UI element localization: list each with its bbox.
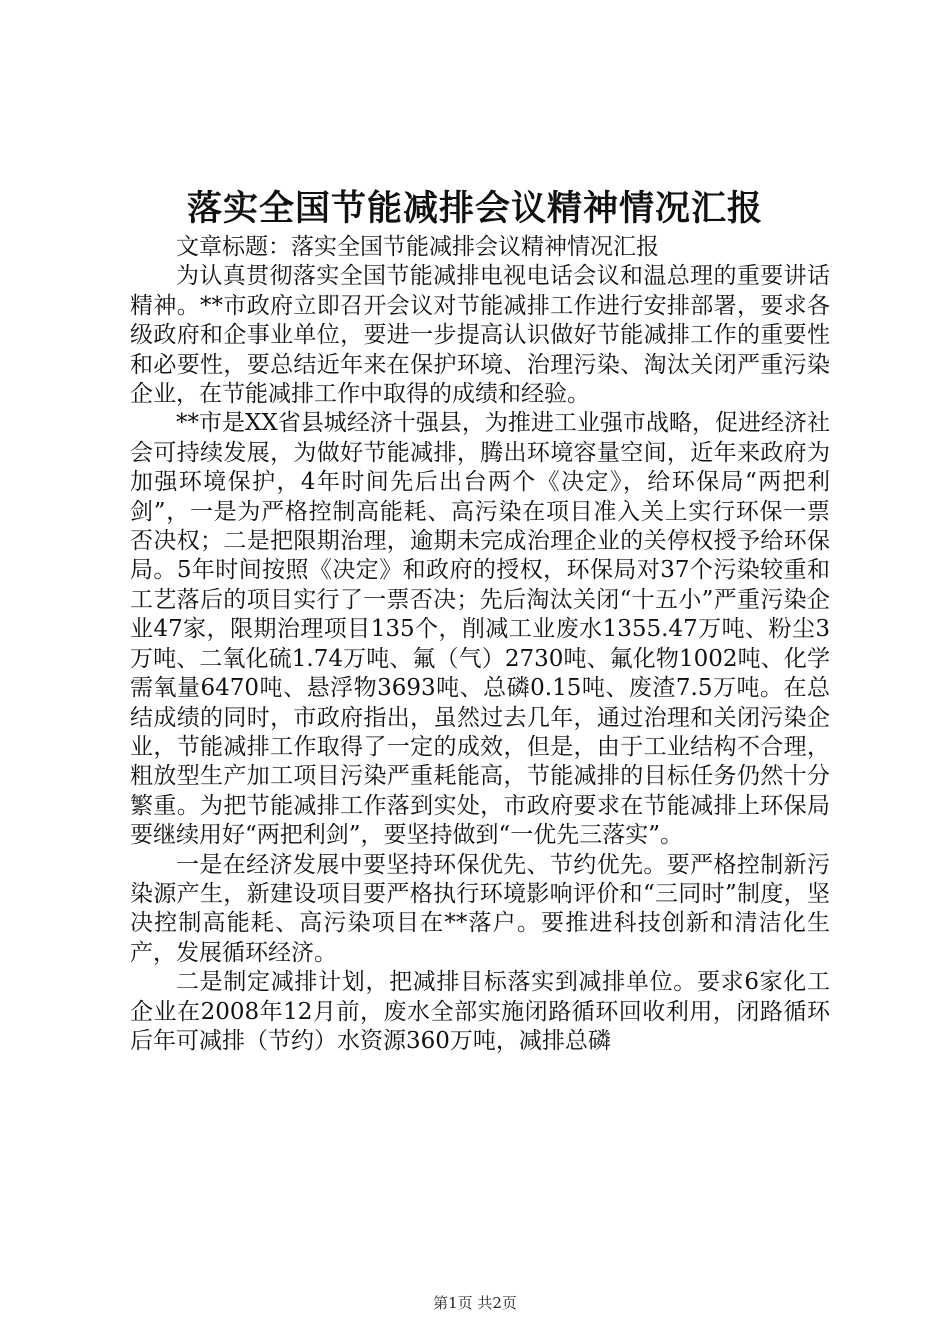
- paragraph-point-two: 二是制定减排计划，把减排目标落实到减排单位。要求6家化工企业在2008年12月前，废水全部实施闭路循环回收利用，闭路循环后年可减排（节约）水资源360万吨，减排总磷: [130, 969, 830, 1054]
- paragraph-background: **市是XX省县城经济十强县，为推进工业强市战略，促进经济社会可持续发展，为做好节能减排，腾出环境容量空间，近年来政府为加强环境保护，4年时间先后出台两个《决定》，给环保局“两把利剑”，一是为严格控制高能耗、高污染在项目准入关上实行环保一票否决权；二是把限期治理，逾期未完成治理企业的关停权授予给环保局。5年时间按照《决定》和政府的授权，环保局对37个污染较重和工艺落后的项目实行了一票否决；先后淘汰关闭“十五小”严重污染企业47家，限期治理项目135个，削减工业废水1355.47万吨、粉尘3万吨、二氧化硫1.74万吨、氟（气）2730吨、氟化物1002吨、化学需氧量6470吨、悬浮物3693吨、总磷0.15吨、废渣7.5万吨。在总结成绩的同时，市政府指出，虽然过去几年，通过治理和关闭污染企业，节能减排工作取得了一定的成效，但是，由于工业结构不合理，粗放型生产加工项目污染严重耗能高，节能减排的目标任务仍然十分繁重。为把节能减排工作落到实处，市政府要求在节能减排上环保局要继续用好“两把利剑”，要坚持做到“一优先三落实”。: [130, 410, 830, 849]
- page-number-footer: 第1页 共2页: [433, 1294, 517, 1312]
- article-title-line: 文章标题：落实全国节能减排会议精神情况汇报: [176, 234, 659, 260]
- document-title: 落实全国节能减排会议精神情况汇报: [186, 188, 763, 229]
- document-body: [130, 233, 830, 1056]
- paragraph-intro: 为认真贯彻落实全国节能减排电视电话会议和温总理的重要讲话精神。**市政府立即召开会议对节能减排工作进行安排部署，要求各级政府和企事业单位，要进一步提高认识做好节能减排工作的重要性和必要性，要总结近年来在保护环境、治理污染、淘汰关闭严重污染企业，在节能减排工作中取得的成绩和经验。: [130, 263, 830, 408]
- paragraph-point-one: 一是在经济发展中要坚持环保优先、节约优先。要严格控制新污染源产生，新建设项目要严格执行环境影响评价和“三同时”制度，坚决控制高能耗、高污染项目在**落户。要推进科技创新和清洁化生产，发展循环经济。: [130, 851, 830, 966]
